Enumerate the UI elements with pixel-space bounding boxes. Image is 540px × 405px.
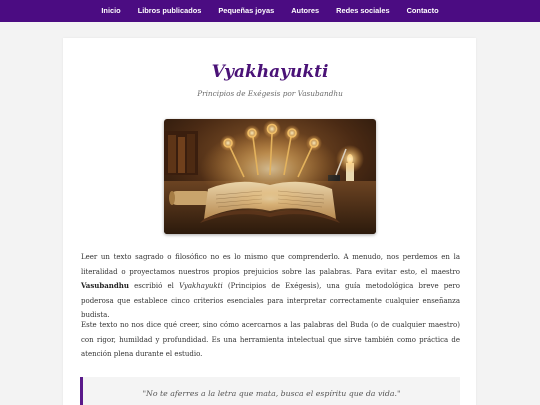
page-title: Vyakhayukti — [211, 62, 329, 82]
intro-text-b: escribió el — [128, 282, 180, 291]
pull-quote-text: "No te aferres a la letra que mata, busca el espíritu que da vida." — [142, 389, 401, 398]
nav-libros-publicados[interactable]: Libros publicados — [137, 6, 202, 15]
pull-quote — [80, 377, 460, 405]
top-navigation — [0, 0, 540, 22]
nav-inicio[interactable]: Inicio — [101, 6, 121, 15]
second-paragraph: Este texto no nos dice qué creer, sino cómo acercarnos a las palabras del Buda (o de cualquier maestro) con rigor, humildad y profundidad. Es una herramienta intelectual que sirve también como práctica de atención plena durante el estudio. — [81, 321, 460, 359]
intro-text-a: Leer un texto sagrado o filosófico no es lo mismo que comprenderlo. A menudo, nos perdemos en la literalidad o proyectamos nuestros propios prejuicios sobre las palabras. Para evitar esto, el maestro — [81, 253, 460, 276]
intro-text-c: (Principios de Exégesis), una guía metodológica breve pero poderosa que establece cinco criterios esenciales para interpretar correctamente cualquier enseñanza budista. — [81, 282, 460, 320]
author-name: Vasubandhu — [81, 281, 129, 291]
intro-paragraph — [81, 250, 460, 323]
hero-image — [164, 119, 376, 234]
work-title: Vyakhayukti — [179, 282, 223, 291]
page-subtitle: Principios de Exégesis por Vasubandhu — [197, 89, 343, 98]
nav-contacto[interactable]: Contacto — [406, 6, 439, 15]
open-book-keys-illustration — [164, 119, 376, 234]
nav-pequenas-joyas[interactable]: Pequeñas joyas — [218, 6, 275, 15]
nav-autores[interactable]: Autores — [291, 6, 320, 15]
nav-redes-sociales[interactable]: Redes sociales — [336, 6, 390, 15]
